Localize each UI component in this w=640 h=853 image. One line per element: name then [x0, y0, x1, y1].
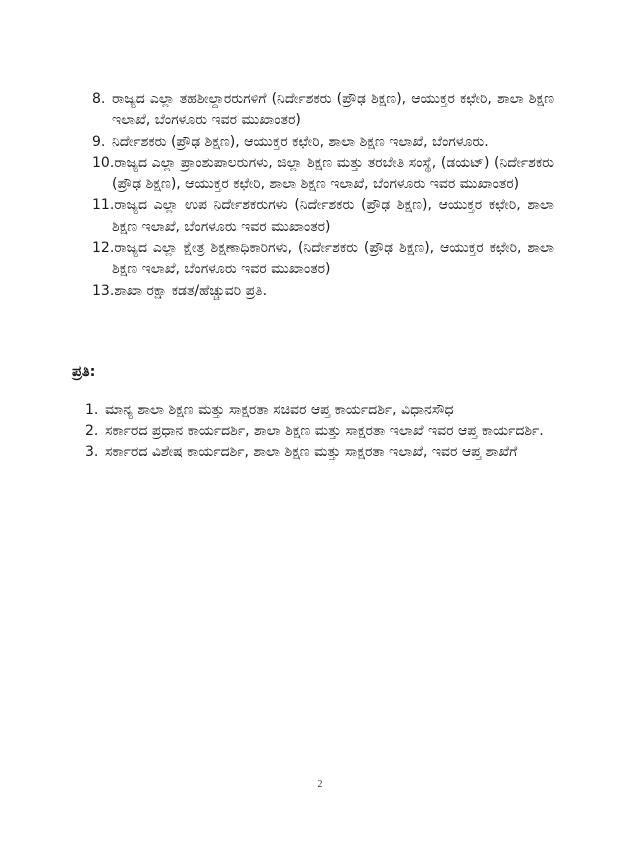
item-text: ಸರ್ಕಾರದ ಪ್ರಧಾನ ಕಾರ್ಯದರ್ಶಿ, ಶಾಲಾ ಶಿಕ್ಷಣ ಮತ್ತು ಸಾಕ್ಷರತಾ ಇಲಾಖೆ ಇವರ ಆಪ್ತ ಕಾರ್ಯದರ್ಶಿ.: [105, 423, 544, 439]
item-number: 3.: [85, 444, 99, 460]
item-number: 10.: [92, 154, 115, 171]
copy-item: [85, 421, 555, 442]
item-text: ಶಾಖಾ ರಕ್ಷಾ ಕಡತ/ಹೆಚ್ಚುವರಿ ಪ್ರತಿ.: [114, 282, 268, 299]
recipient-item: [92, 238, 554, 281]
item-text: ಮಾನ್ಯ ಶಾಲಾ ಶಿಕ್ಷಣ ಮತ್ತು ಸಾಕ್ಷರತಾ ಸಚಿವರ ಆಪ್ತ ಕಾರ್ಯದರ್ಶಿ, ವಿಧಾನಸೌಧ: [105, 402, 454, 418]
copy-heading: ಪ್ರತಿ:: [72, 364, 96, 380]
copy-list: [85, 400, 555, 463]
recipient-list: [92, 89, 554, 302]
item-text: ರಾಜ್ಯದ ಎಲ್ಲಾ ಉಪ ನಿರ್ದೇಶಕರುಗಳು (ನಿರ್ದೇಶಕರು (ಪ್ರೌಢ ಶಿಕ್ಷಣ), ಆಯುಕ್ತರ ಕಛೇರಿ, ಶಾಲಾ ಶಿಕ್ಷಣ ಇಲಾಖೆ, ಬೆಂಗಳೂರು ಇವರ ಮುಖಾಂತರ): [112, 197, 554, 235]
copy-item: [85, 442, 555, 463]
item-number: 9.: [92, 133, 106, 150]
recipient-item: [92, 132, 554, 153]
item-text: ರಾಜ್ಯದ ಎಲ್ಲಾ ಪ್ರಾಂಶುಪಾಲರುಗಳು, ಜಿಲ್ಲಾ ಶಿಕ್ಷಣ ಮತ್ತು ತರಬೇತಿ ಸಂಸ್ಥೆ, (ಡಯಟ್) (ನಿರ್ದೇಶಕರು (ಪ್ರೌಢ ಶಿಕ್ಷಣ), ಆಯುಕ್ತರ ಕಛೇರಿ, ಶಾಲಾ ಶಿಕ್ಷಣ ಇಲಾಖೆ, ಬೆಂಗಳೂರು ಇವರ ಮುಖಾಂತರ): [112, 154, 554, 193]
copy-item: [85, 400, 555, 421]
page-number: 2: [317, 779, 323, 790]
item-text: ಸರ್ಕಾರದ ವಿಶೇಷ ಕಾರ್ಯದರ್ಶಿ, ಶಾಲಾ ಶಿಕ್ಷಣ ಮತ್ತು ಸಾಕ್ಷರತಾ ಇಲಾಖೆ, ಇವರ ಆಪ್ತ ಶಾಖೆಗೆ: [105, 444, 518, 460]
recipient-item: [92, 281, 554, 302]
item-text: ರಾಜ್ಯದ ಎಲ್ಲಾ ಕ್ಷೇತ್ರ ಶಿಕ್ಷಣಾಧಿಕಾರಿಗಳು, (ನಿರ್ದೇಶಕರು (ಪ್ರೌಢ ಶಿಕ್ಷಣ), ಆಯುಕ್ತರ ಕಛೇರಿ, ಶಾಲಾ ಶಿಕ್ಷಣ ಇಲಾಖೆ, ಬೆಂಗಳೂರು ಇವರ ಮುಖಾಂತರ): [112, 240, 554, 278]
item-number: 11.: [92, 197, 115, 214]
item-number: 13.: [92, 282, 115, 299]
item-number: 1.: [85, 402, 99, 418]
item-number: 2.: [85, 423, 99, 439]
recipient-item: [92, 153, 554, 196]
recipient-item: [92, 195, 554, 238]
item-number: 8.: [92, 91, 106, 107]
item-number: 12.: [92, 240, 115, 257]
item-text: ರಾಜ್ಯದ ಎಲ್ಲಾ ತಹಶೀಲ್ದಾರರುಗಳಿಗೆ (ನಿರ್ದೇಶಕರು (ಪ್ರೌಢ ಶಿಕ್ಷಣ), ಆಯುಕ್ತರ ಕಛೇರಿ, ಶಾಲಾ ಶಿಕ್ಷಣ ಇಲಾಖೆ, ಬೆಂಗಳೂರು ಇವರ ಮುಖಾಂತರ): [112, 91, 554, 129]
item-text: ನಿರ್ದೇಶಕರು (ಪ್ರೌಢ ಶಿಕ್ಷಣ), ಆಯುಕ್ತರ ಕಛೇರಿ, ಶಾಲಾ ಶಿಕ್ಷಣ ಇಲಾಖೆ, ಬೆಂಗಳೂರು.: [112, 133, 489, 150]
recipient-item: [92, 89, 554, 132]
